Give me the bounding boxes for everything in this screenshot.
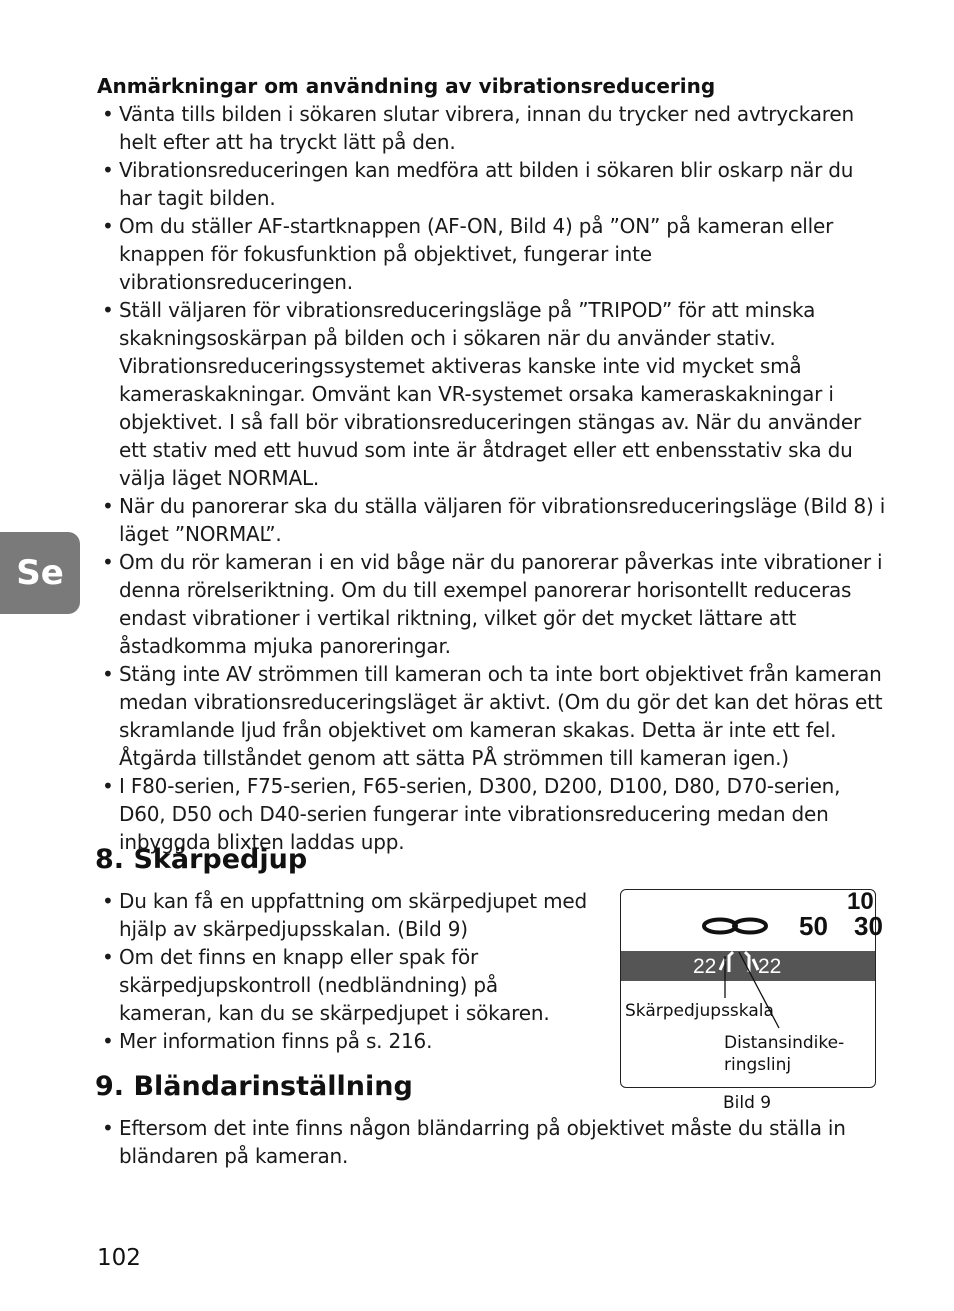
aperture-right: 22 — [758, 955, 782, 978]
notes-list — [97, 100, 887, 856]
list-item: • Ställ väljaren för vibrationsreduceringsläge på ”TRIPOD” för att minska skakningsoskärpan på bilden och i sökaren när du använder stativ. Vibrationsreduceringssystemet aktiveras kanske inte vid mycket små kameraskakningar. Omvänt kan VR-systemet orsaka kameraskakningar i objektivet. I så fall bör vibrationsreduceringen stängas av. När du använder ett stativ med ett huvud som inte är åtdraget eller ett enbensstativ ska du välja läget NORMAL. — [97, 296, 887, 492]
aperture-left: 22 — [693, 955, 717, 978]
language-tab: Se — [0, 532, 80, 614]
list-item: • Eftersom det inte finns någon bländarring på objektivet måste du ställa in bländaren på kameran. — [97, 1114, 887, 1170]
list-item: • Vibrationsreduceringen kan medföra att bilden i sökaren blir oskarp när du har tagit bilden. — [97, 156, 887, 212]
list-item: • Stäng inte AV strömmen till kameran och ta inte bort objektivet från kameran medan vibrationsreduceringsläget är aktivt. (Om du gör det kan det höras ett skramlande ljud från objektivet om kameran skakas. Detta är inte ett fel. Åtgärda tillståndet genom att sätta PÅ strömmen till kameran igen.) — [97, 660, 887, 772]
list-item: • Vänta tills bilden i sökaren slutar vibrera, innan du trycker ned avtryckaren helt efter att ha tryckt lätt på den. — [97, 100, 887, 156]
page-number: 102 — [97, 1245, 141, 1271]
depth-of-field-figure — [620, 888, 883, 1088]
section-heading-aperture: 9. Bländarinställning — [95, 1071, 413, 1102]
distance-30: 30 — [854, 911, 883, 941]
list-item: • Om du rör kameran i en vid båge när du panorerar påverkas inte vibrationer i denna rörelseriktning. Om du till exempel panorerar horisontellt reduceras endast vibrationer i vertikal riktning, vilket gör det mycket lättare att åstadkomma mjuka panoreringar. — [97, 548, 887, 660]
list-item: • Om det finns en knapp eller spak för skärpedjupskontroll (nedbländning) på kameran, kan du se skärpedjupet i sökaren. — [97, 943, 597, 1027]
section9-list — [97, 1114, 887, 1170]
list-item: • I F80-serien, F75-serien, F65-serien, D300, D200, D100, D80, D70-serien, D60, D50 och D40-serien fungerar inte vibrationsreducering medan den inbyggda blixten laddas upp. — [97, 772, 887, 856]
label-distance-line2: ringslinj — [724, 1055, 792, 1075]
label-depth-scale: Skärpedjupsskala — [625, 1001, 774, 1021]
infinity-icon — [704, 920, 766, 933]
notes-heading: Anmärkningar om användning av vibrationsreducering — [97, 74, 716, 98]
label-distance-line1: Distansindike- — [724, 1033, 845, 1053]
list-item: • Om du ställer AF-startknappen (AF-ON, Bild 4) på ”ON” på kameran eller knappen för fokusfunktion på objektivet, fungerar inte vibrationsreduceringen. — [97, 212, 887, 296]
list-item: • Du kan få en uppfattning om skärpedjupet med hjälp av skärpedjupsskalan. (Bild 9) — [97, 887, 597, 943]
section-heading-depth-of-field: 8. Skärpedjup — [95, 844, 308, 875]
distance-50: 50 — [799, 911, 828, 941]
section8-list — [97, 887, 597, 1055]
figure-caption: Bild 9 — [723, 1093, 772, 1113]
list-item: • Mer information finns på s. 216. — [97, 1027, 597, 1055]
list-item: • När du panorerar ska du ställa väljaren för vibrationsreduceringsläge (Bild 8) i läget ”NORMAL”. — [97, 492, 887, 548]
figure-drawing — [621, 888, 883, 1087]
scale-top-number: 10 — [847, 888, 874, 915]
